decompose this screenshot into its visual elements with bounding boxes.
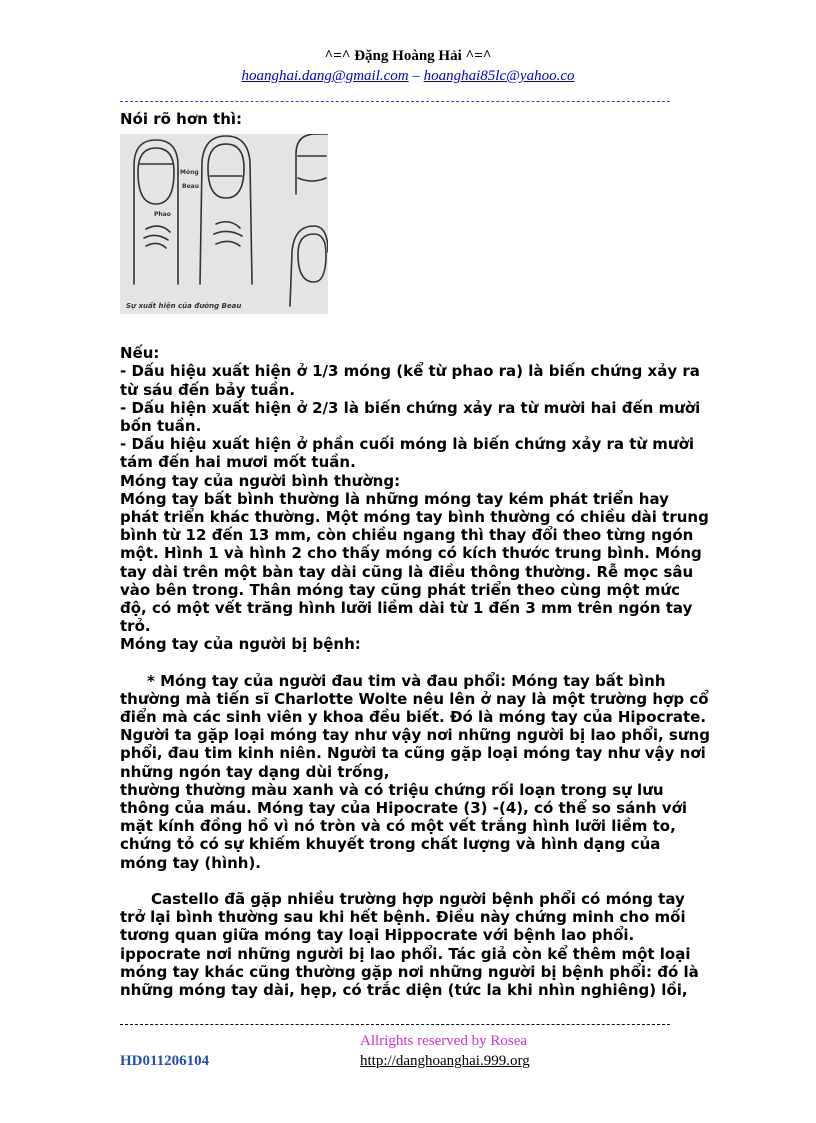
footer-divider	[120, 1024, 670, 1025]
email-link-gmail[interactable]: hoanghai.dang@gmail.com	[241, 68, 409, 84]
para-heart-lung: * Móng tay của người đau tim và đau phổi: Móng tay bất bình thường mà tiến sĩ Charlotte Wolte nêu lên ở nay là một trường hợp cổ điển mà các sinh viên y khoa đều biết. Đó là móng tay của Hipocrate. Người ta gặp loại móng tay như vậy nơi những người bị lao phổi, sưng phổi, đau tim kinh niên. Người ta cũng gặp loại móng tay như vậy nơi những ngón tay dạng dùi trống,	[120, 671, 710, 781]
intro-text: Nói rõ hơn thì:	[120, 110, 243, 128]
para-castello: Castello đã gặp nhiều trường hợp người bệnh phổi có móng tay trở lại bình thường sau khi hết bệnh. Điều này chứng minh cho mối tương quan giữa móng tay loại Hippocrate với bệnh lao phổi. ippocrate nơi những người bị lao phổi. Tác giả còn kể thêm một loại móng tay khác cũng thường gặp nơi những người bị bệnh phổi: đó là những móng tay dài, hẹp, có trắc diện (tức la khi nhìn nghiêng) lồi,	[120, 889, 699, 999]
nail-sketch-figure	[120, 134, 328, 314]
document-code: HD011206104	[120, 1053, 210, 1069]
email-link-yahoo[interactable]: hoanghai85lc@yahoo.co	[423, 68, 575, 84]
para-sign-2: - Dấu hiện xuất hiện ở 2/3 là biến chứng xảy ra từ mười hai đến mười bốn tuần.	[120, 398, 701, 436]
footer-url-link[interactable]: http://danghoanghai.999.org	[360, 1053, 530, 1069]
document-body	[120, 110, 710, 999]
author-title: ^=^ Đặng Hoàng Hải ^=^	[324, 48, 492, 64]
para-sign-1: - Dấu hiệu xuất hiện ở 1/3 móng (kể từ phao ra) là biến chứng xảy ra từ sáu đến bảy tuần.	[120, 362, 700, 399]
heading-sick-nail: Móng tay của người bị bệnh:	[120, 635, 361, 654]
para-neu: Nếu:	[120, 344, 160, 363]
header-divider	[120, 101, 670, 102]
heading-normal-nail: Móng tay của người bình thường:	[120, 471, 401, 490]
figure-label-beau: Beau	[182, 183, 199, 191]
figure-label-phao: Phao	[154, 211, 171, 219]
para-normal-nail: Móng tay bất bình thường là những móng tay kém phát triển hay phát triển khác thường. Một móng tay bình thường có chiều dài trung bình từ 12 đến 13 mm, còn chiều ngang thì thay đổi theo từng ngón một. Hình 1 và hình 2 cho thấy móng có kích thước trung bình. Móng tay dài trên một bàn tay dài cũng là điều thông thường. Rễ mọc sâu vào bên trong. Thân móng tay cũng phát triển theo cùng một mức độ, có một vết trăng hình lưỡi liềm dài từ 1 đến 3 mm trên ngón tay trỏ.	[120, 489, 709, 636]
para-sign-3: - Dấu hiệu xuất hiện ở phần cuối móng là biến chứng xảy ra từ mười tám đến hai mươi mốt tuần.	[120, 435, 695, 472]
figure-label-mong: Móng	[180, 169, 199, 177]
email-separator: –	[408, 68, 424, 84]
page-header	[0, 46, 816, 86]
footer-credit: Allrights reserved by Rosea	[360, 1033, 528, 1049]
figure-caption: Sự xuất hiện của đường Beau	[126, 302, 242, 311]
para-heart-lung-cont: thường thường màu xanh và có triệu chứng rối loạn trong sự lưu thông của máu. Móng tay của Hipocrate (3) -(4), có thể so sánh với mặt kính đồng hồ vì nó tròn và có một vết trắng hình lưỡi liềm to, chứng tỏ có sự khiếm khuyết trong chất lượng và hình dạng của móng tay (hình).	[120, 780, 688, 872]
author-emails	[0, 66, 816, 86]
